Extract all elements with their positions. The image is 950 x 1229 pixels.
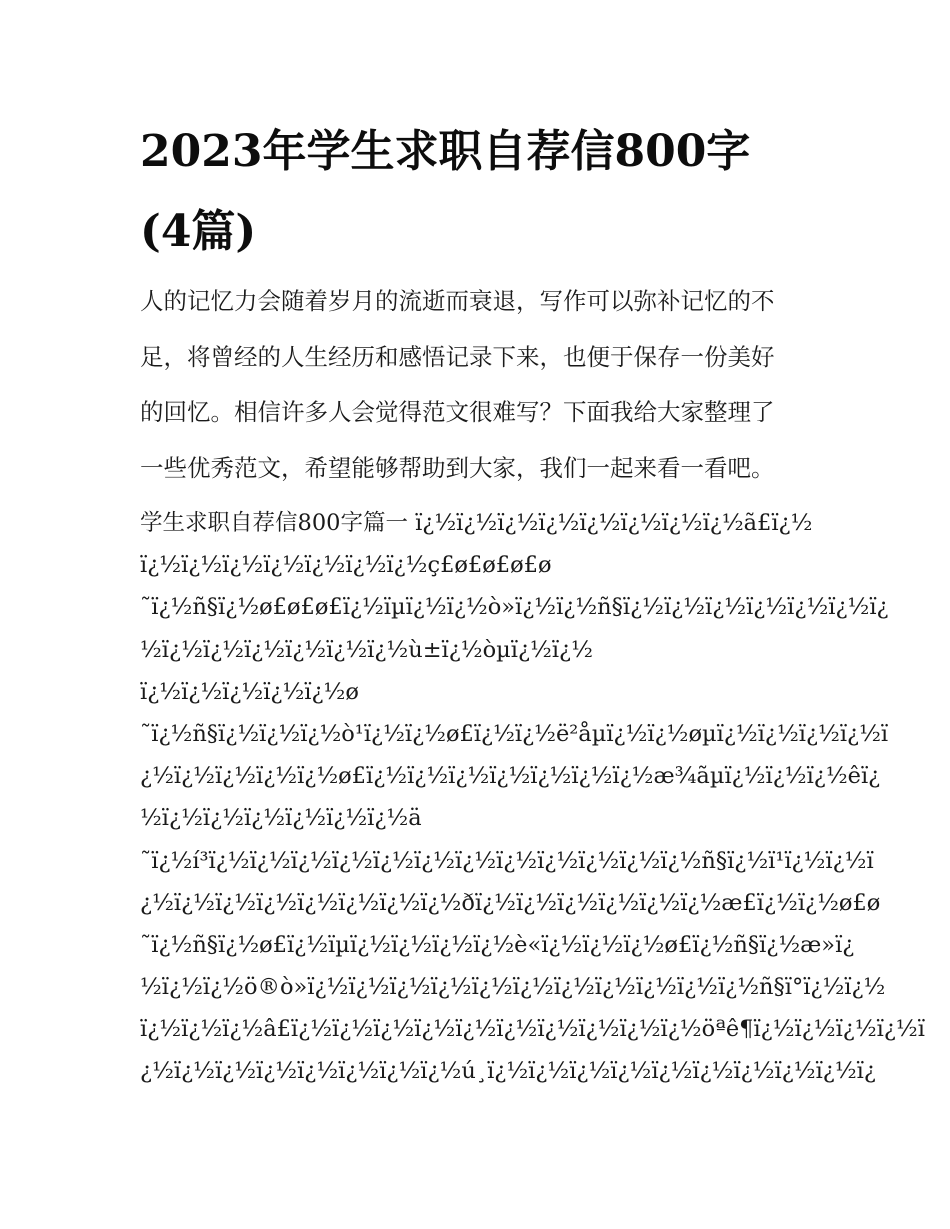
body-line: ï¿½ï¿½ï¿½ï¿½ï¿½ø [140,678,359,705]
intro-line: 人的记忆力会随着岁月的流逝而衰退，写作可以弥补记忆的不 [140,287,775,315]
body-line: ½ï¿½ï¿½ï¿½ï¿½ï¿½ï¿½ä [140,805,422,832]
intro-line: 足，将曾经的人生经历和感悟记录下来，也便于保存一份美好 [140,342,775,371]
body-line: ½ï¿½ï¿½ï¿½ï¿½ï¿½ï¿½ù±ï¿½òµï¿½ï¿½ [140,636,593,663]
body-line: ï¿½ï¿½ï¿½â£ï¿½ï¿½ï¿½ï¿½ï¿½ï¿½ï¿½ï¿½ï¿½ï¿½öªê¶ï¿½ï¿½ï¿½ï¿½ï [140,1016,925,1043]
body-line: ï¿½ï¿½ï¿½ï¿½ï¿½ï¿½ï¿½ç£ø£ø£ø£ø [140,552,552,579]
title-line-2: (4篇) [140,206,257,257]
body-line: ˜ï¿½ñ§ï¿½ï¿½ï¿½ò¹ï¿½ï¿½ø£ï¿½ï¿½ë²åµï¿½ï¿½øµï¿½ï¿½ï¿½ï¿½ï [140,720,889,747]
body-line: ¿½ï¿½ï¿½ï¿½ï¿½ï¿½ï¿½ï¿½ú¸ï¿½ï¿½ï¿½ï¿½ï¿½ï¿½ï¿½ï¿½ï¿½ï¿ [140,1058,876,1085]
page-title [140,112,820,272]
body-line: ½ï¿½ï¿½ö®ò»ï¿½ï¿½ï¿½ï¿½ï¿½ï¿½ï¿½ï¿½ï¿½ï¿½ï¿½ñ§ï°ï¿½ï¿½ [140,974,886,1001]
body-line: ¿½ï¿½ï¿½ï¿½ï¿½ï¿½ï¿½ï¿½ðï¿½ï¿½ï¿½ï¿½ï¿½ï¿½æ£ï¿½ï¿½ø£ø [140,889,881,916]
body-line: ¿½ï¿½ï¿½ï¿½ï¿½ø£ï¿½ï¿½ï¿½ï¿½ï¿½ï¿½ï¿½æ¾ãµï¿½ï¿½ï¿½êï¿ [140,763,881,790]
body-line: ˜ï¿½ñ§ï¿½ø£ø£ø£ï¿½ïµï¿½ï¿½ò»ï¿½ï¿½ñ§ï¿½ï¿½ï¿½ï¿½ï¿½ï¿½ï¿ [140,594,889,621]
intro-paragraph [140,280,820,502]
body-line: 学生求职自荐信800字篇一 ï¿½ï¿½ï¿½ï¿½ï¿½ï¿½ï¿½ï¿½ã£ï¿½ [140,510,813,536]
document-body [140,280,925,1093]
intro-line: 一些优秀范文，希望能够帮助到大家，我们一起来看一看吧。 [140,453,775,482]
letter-body [140,502,925,1093]
body-line: ˜ï¿½ñ§ï¿½ø£ï¿½ïµï¿½ï¿½ï¿½ï¿½è«ï¿½ï¿½ï¿½ø£ï¿½ñ§ï¿½æ»ï¿ [140,931,855,958]
title-line-1: 2023年学生求职自荐信800字 [140,126,751,177]
body-line: ˜ï¿½í³ï¿½ï¿½ï¿½ï¿½ï¿½ï¿½ï¿½ï¿½ï¿½ï¿½ï¿½ï¿½ñ§ï¿½ï¹ï¿½ï¿½ï [140,847,874,874]
intro-line: 的回忆。相信许多人会觉得范文很难写？下面我给大家整理了 [140,398,775,426]
